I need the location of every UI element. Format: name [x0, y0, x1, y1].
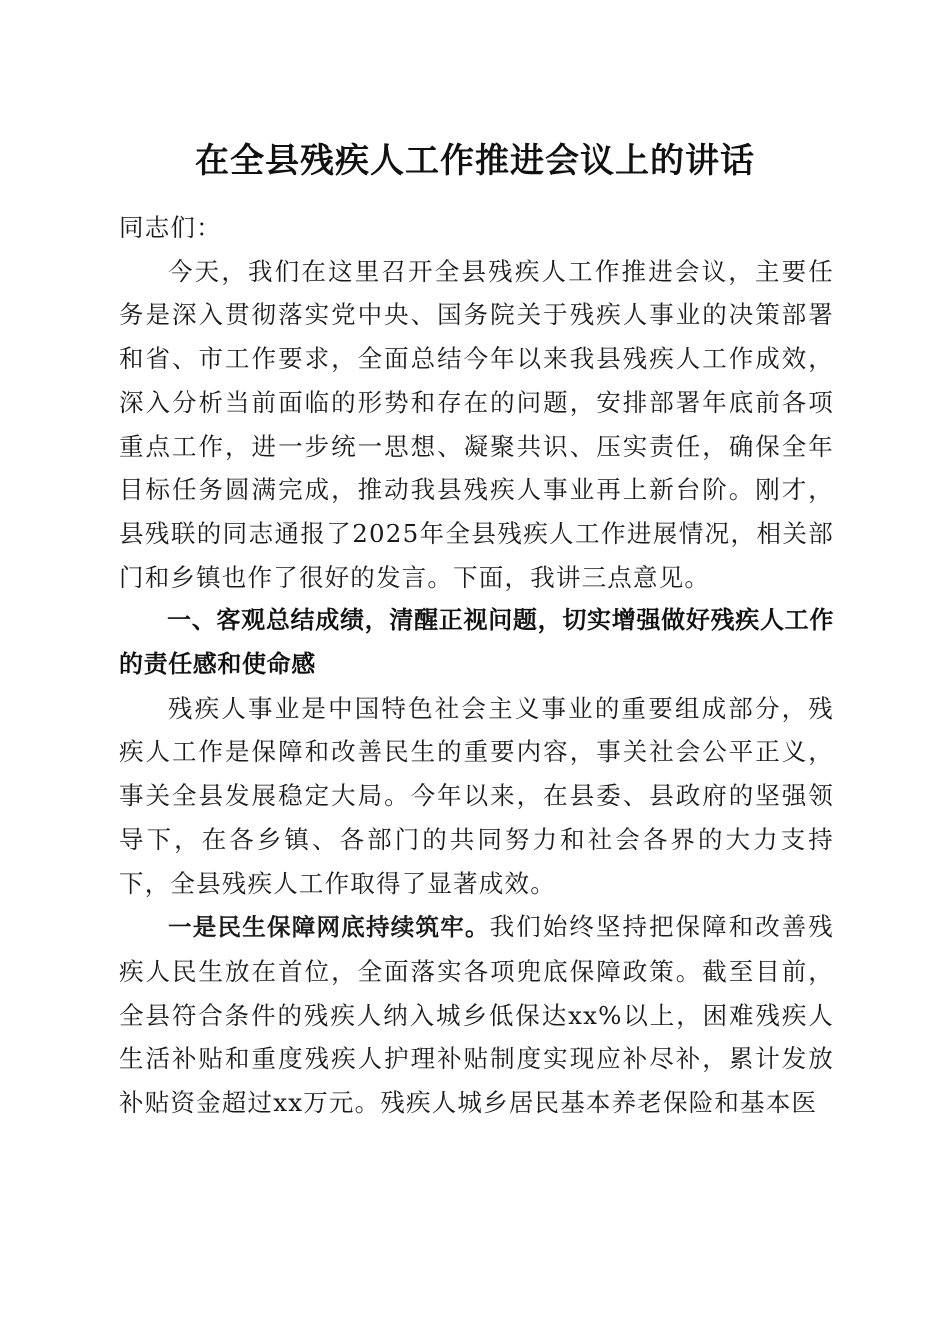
salutation: 同志们： — [119, 213, 222, 242]
point-1-text: 我们始终坚持把保障和改善残疾人民生放在首位，全面落实各项兜底保障政策。截至目前，全县符合条件的残疾人纳入城乡低保达xx%以上，困难残疾人生活补贴和重度残疾人护理补贴制度实现应补尽补，累计发放补贴资金超过xx万元。残疾人城乡居民基本养老保险和基本医 — [119, 912, 834, 1118]
point-1-lead: 一是民生保障网底持续筑牢。 — [168, 913, 490, 942]
section-1-paragraph: 残疾人事业是中国特色社会主义事业的重要组成部分，残疾人工作是保障和改善民生的重要内容，事关社会公平正义，事关全县发展稳定大局。今年以来，在县委、县政府的坚强领导下，在各乡镇、各部门的共同努力和社会各界的大力支持下，全县残疾人工作取得了显著成效。 — [119, 693, 834, 898]
point-1-paragraph — [119, 905, 834, 1125]
section-1-heading: 一、客观总结成绩，清醒正视问题，切实增强做好残疾人工作的责任感和使命感 — [119, 606, 834, 679]
page-title: 在全县残疾人工作推进会议上的讲话 — [195, 141, 755, 181]
intro-paragraph: 今天，我们在这里召开全县残疾人工作推进会议，主要任务是深入贯彻落实党中央、国务院关于残疾人事业的决策部署和省、市工作要求，全面总结今年以来我县残疾人工作成效，深入分析当前面临的形势和存在的问题，安排部署年底前各项重点工作，进一步统一思想、凝聚共识、压实责任，确保全年目标任务圆满完成，推动我县残疾人事业再上新台阶。刚才，县残联的同志通报了2025年全县残疾人工作进展情况，相关部门和乡镇也作了很好的发言。下面，我讲三点意见。 — [119, 256, 834, 592]
document-body — [119, 206, 834, 1125]
